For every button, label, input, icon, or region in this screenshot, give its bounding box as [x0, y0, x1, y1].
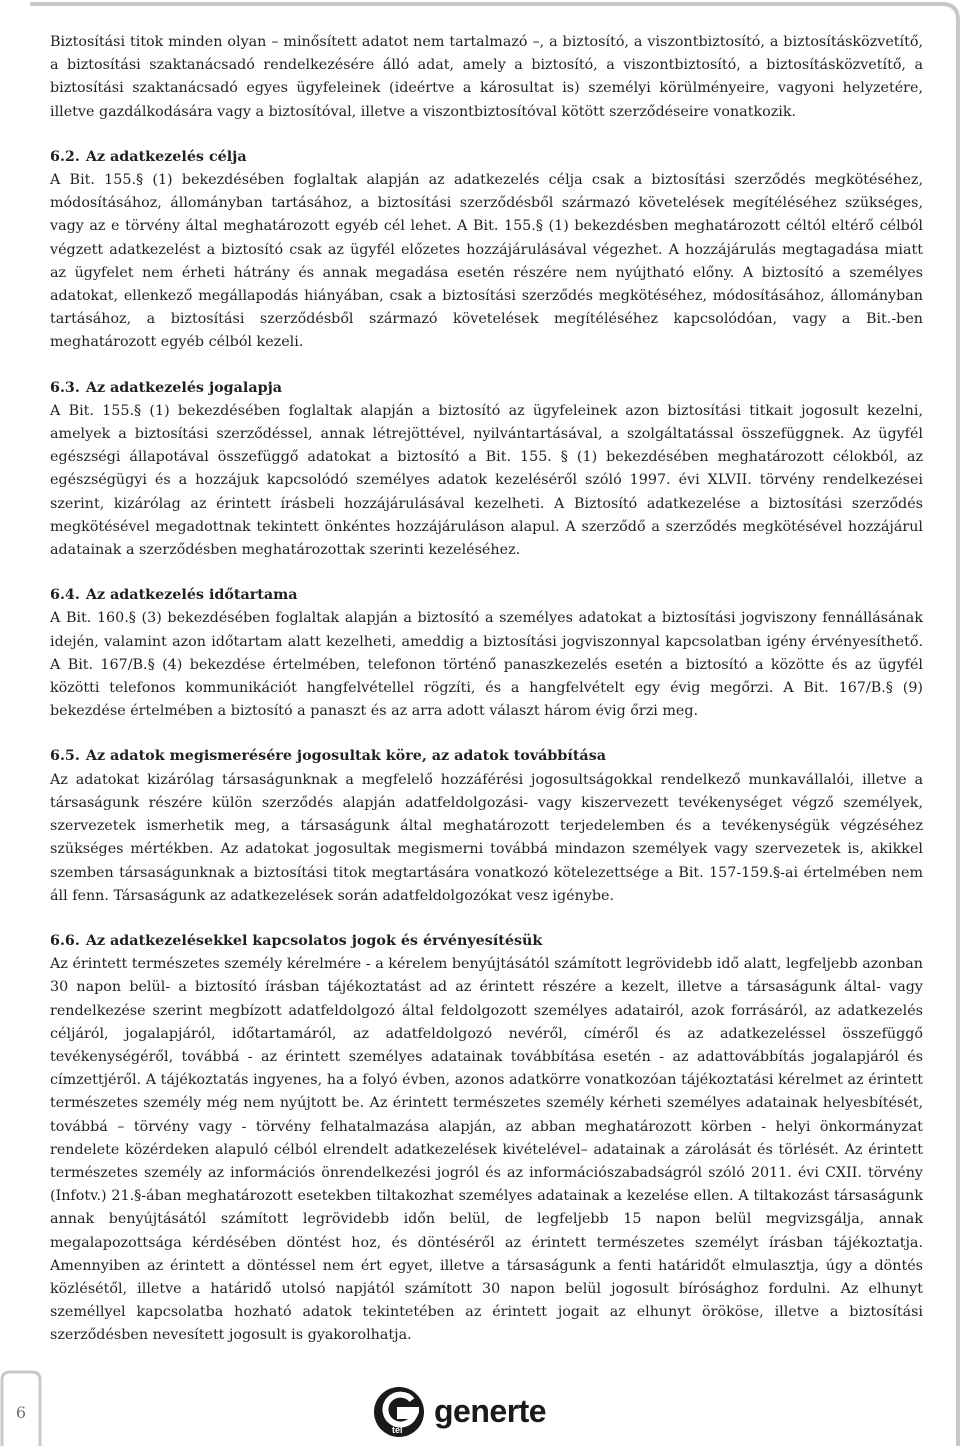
- section-number: 6.3.: [50, 379, 80, 396]
- section-body: Az érintett természetes személy kérelmére - a kérelem benyújtásától számított legrövidebb idő alatt, legfeljebb azonban 30 napon belül- a biztosító írásban tájékoztatást ad az érintett részére a kezelt, illetve a társaságunk által- vagy rendelkezése szerint megbízott adatfeldolgozó által feldolgozott személyes adatairól, azok forrásáról, az adatkezelés céljáról, jogalapjáról, időtartamáról, az adatfeldolgozó nevéről, címéről és az adatkezeléssel összefüggő tevékenységéről, továbbá - az érintett személyes adatainak továbbítása esetén - az adattovábbítás jogalapjáról és címzettjéről. A tájékoztatás ingyenes, ha a folyó évben, azonos adatkörre vonatkozóan tájékoztatási kérelmet az érintett természetes személy még nem nyújtott be. Az érintett természetes személy kérheti személyes adatainak helyesbítését, továbbá – törvény vagy - törvény felhatalmazása alapján, az abban meghatározott körben - helyi önkormányzat rendelete közérdeken alapuló célból elrendelt adatkezelések kivételével– adatainak a zárolását és törlését. Az érintett természetes személy az információs önrendelkezési jogról és az információszabadságról szóló 2011. évi CXII. törvény (Infotv.) 21.§-ában meghatározott esetekben tiltakozhat személyes adatainak a kezelése ellen. A tiltakozást társaságunk annak benyújtásától számított legrövidebb időn belül, de legfeljebb 15 napon belül megvizsgálja, annak megalapozottsága kérdésében döntést hoz, és döntéséről az érintett természetes személyt írásban tájékoztatja. Amennyiben az érintett a döntéssel nem ért egyet, illetve a társaságunk a fenti határidőt elmulasztja, úgy a döntés közlésétől, illetve a határidő utolsó napjától számított 30 napon belül jogosult bírósághoz fordulni. Az elhunyt személlyel kapcsolatba hozható adatok tekintetében az érintett jogait az elhunyt örököse, illetve a biztosítási szerződésben nevesített jogosult is gyakorolhatja.: [50, 956, 923, 1344]
- intro-section: [50, 31, 923, 124]
- section-title: Az adatkezelés jogalapja: [85, 379, 283, 396]
- section-heading: [50, 377, 923, 400]
- section-body: A Bit. 160.§ (3) bekezdésében foglaltak alapján a biztosító a személyes adatokat a biztosítási jogviszony fennállásának idején, valamint azon időtartam alatt kezelheti, ameddig a biztosítási jogviszonnyal kapcsolatban igény érvényesíthető. A Bit. 167/B.§ (4) bekezdése értelmében, telefonon történő panaszkezelés esetén a biztosító a közötte és az ügyfél közötti telefonos kommunikációt hangfelvétellel rögzíti, és a hangfelvételt egy évig megőrzi. A Bit. 167/B.§ (9) bekezdése értelmében a biztosító a panaszt és az arra adott választ három évig őrzi meg.: [50, 610, 923, 720]
- section-6-2: [50, 146, 923, 355]
- generali-logo: [372, 1385, 572, 1439]
- logo-wordmark: generte: [434, 1393, 547, 1429]
- section-heading: [50, 584, 923, 607]
- section-body: A Bit. 155.§ (1) bekezdésében foglaltak alapján az adatkezelés célja csak a biztosítási szerződés megkötéséhez, módosításához, állományban tartásához, a biztosítási szerződésből származó követelések megítéléséhez szükséges, vagy az e törvény által meghatározott egyéb cél lehet. A Bit. 155.§ (1) bekezdésben meghatározott céltól eltérő célból végzett adatkezelést a biztosító csak az ügyfél előzetes hozzájárulásával végezhet. A hozzájárulás megtagadása miatt az ügyfelet nem érheti hátrány és annak megadása esetén részére nem nyújtható előny. A biztosító a személyes adatokat, ellenkező megállapodás hiányában, csak a biztosítási szerződés megkötéséhez, módosításához, állományban tartásához, a biztosítási szerződésből származó követelések megítéléséhez kapcsolódóan, vagy a Bit.-ben meghatározott egyéb célból kezeli.: [50, 172, 923, 351]
- page-number: 6: [15, 1403, 27, 1422]
- section-6-5: [50, 745, 923, 907]
- section-number: 6.4.: [50, 587, 80, 604]
- section-number: 6.5.: [50, 748, 80, 765]
- section-number: 6.2.: [50, 148, 80, 165]
- section-body: A Bit. 155.§ (1) bekezdésében foglaltak alapján a biztosító az ügyfeleinek azon biztosítási titkait jogosult kezelni, amelyek a biztosítási szerződéssel, annak létrejöttével, nyilvántartásával, a szolgáltatással összefüggnek. Az ügyfél egészségi állapotával összefüggő adatokat a biztosító a Bit. 155. § (1) bekezdésében meghatározott célokból, az egészségügyi és a hozzájuk kapcsolódó személyes adatok kezeléséről szóló 1997. évi XLVII. törvény rendelkezései szerint, kizárólag az érintett írásbeli hozzájárulásával kezelheti. A Biztosító adatkezelése a biztosítási szerződés megkötésével megadottnak tekintett önkéntes hozzájáruláson alapul. A szerződő a szerződés megkötésével hozzájárul adatainak a szerződésben meghatározottak szerinti kezeléséhez.: [50, 402, 923, 559]
- intro-paragraph: Biztosítási titok minden olyan – minősített adatot nem tartalmazó –, a biztosító, a viszontbiztosító, a biztosításközvetítő, a biztosítási szaktanácsadó rendelkezésére álló adat, amely a biztosító, a viszontbiztosító, a biztosításközvetítő, a biztosítási szaktanácsadó egyes ügyfeleinek (ideértve a károsultat is) személyi körülményeire, vagyoni helyzetére, illetve gazdálkodására vagy a biztosítóval, illetve a viszontbiztosítóval kötött szerződéseire vonatkozik.: [50, 34, 923, 120]
- section-title: Az adatok megismerésére jogosultak köre, az adatok továbbítása: [85, 748, 607, 765]
- section-heading: [50, 745, 923, 768]
- section-number: 6.6.: [50, 932, 80, 949]
- section-title: Az adatkezelés célja: [85, 148, 247, 165]
- logo-mark-text: tel: [392, 1425, 403, 1435]
- section-6-4: [50, 584, 923, 723]
- generali-g-icon: [372, 1385, 428, 1439]
- section-heading: [50, 930, 923, 953]
- document-body: [50, 31, 923, 1348]
- section-title: Az adatkezelés időtartama: [85, 587, 298, 604]
- section-6-3: [50, 377, 923, 563]
- section-title: Az adatkezelésekkel kapcsolatos jogok és érvényesítésük: [85, 932, 543, 949]
- section-6-6: [50, 930, 923, 1348]
- section-heading: [50, 146, 923, 169]
- section-body: Az adatokat kizárólag társaságunknak a megfelelő hozzáférési jogosultságokkal rendelkező munkavállalói, illetve a társaságunk részére külön szerződés alapján adatfeldolgozási- vagy kiszervezett tevékenységet végző személyek, szervezetek ismerhetik meg, a társaságunk által meghatározott terjedelemben és a tevékenységük végzéséhez szükséges mértékben. Az adatokat jogosultak megismerni továbbá mindazon személyek vagy szervezetek is, akikkel szemben társaságunknak a biztosítási titok megtartására vonatkozó kötelezettsége a Bit. 157-159.§-ai értelmében nem áll fenn. Társaságunk az adatkezelések során adatfeldolgozókat vesz igénybe.: [50, 771, 923, 904]
